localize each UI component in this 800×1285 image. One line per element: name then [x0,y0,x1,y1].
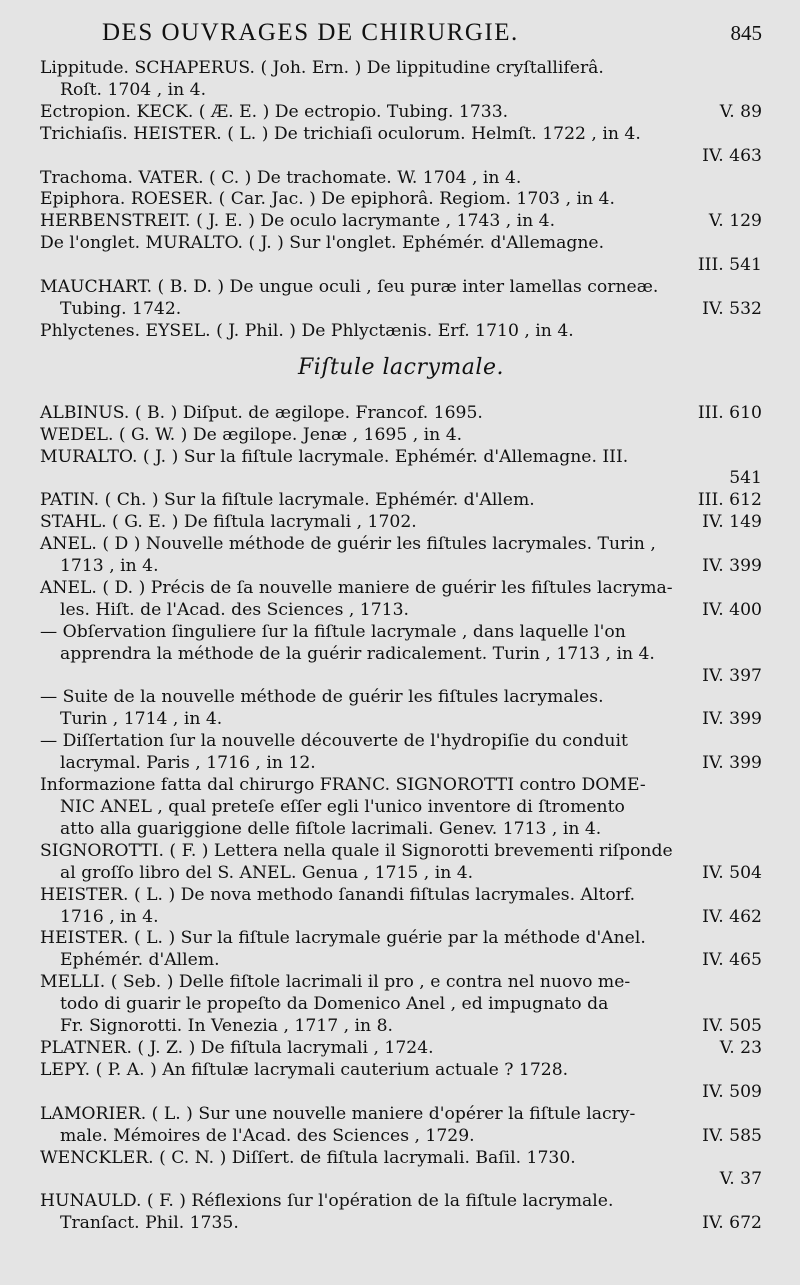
entry-line [40,534,762,556]
entry-line [40,124,762,146]
entry-text: male. Mémoires de l'Acad. des Sciences , 1729. [60,1125,475,1146]
entry-text: Ectropion. KECK. ( Æ. E. ) De ectropio. Tubing. 1733. [40,101,509,122]
entry-text: PATIN. ( Ch. ) Sur la fiſtule lacrymale. Ephémér. d'Allem. [40,490,535,511]
bibliography-entry [40,534,762,578]
bibliography-entry [40,102,762,124]
entry-line [40,512,762,534]
volume-page-reference: V. 37 [719,1169,762,1190]
entry-text: Roſt. 1704 , in 4. [60,79,207,100]
entry-text: STAHL. ( G. E. ) De fiſtula lacrymali , 1702. [40,512,417,533]
entry-text: HERBENSTREIT. ( J. E. ) De oculo lacrymante , 1743 , in 4. [40,211,556,232]
bibliography-entry [40,425,762,447]
entry-line [40,299,762,321]
entry-text: apprendra la méthode de la guérir radicalement. Turin , 1713 , in 4. [60,643,655,664]
entry-text: NIC ANEL , qual preteſe eſſer egli l'unico inventore di ſtromento [60,797,625,817]
bibliography-entry [40,512,762,534]
entry-line [40,1060,762,1082]
entry-text: 1713 , in 4. [60,556,159,577]
volume-page-reference: IV. 532 [702,298,762,319]
volume-page-reference: III. 612 [697,490,762,511]
bibliography-entry [40,58,762,102]
volume-page-reference: III. 610 [697,402,762,423]
volume-page-reference: IV. 505 [702,1016,762,1037]
volume-page-reference: IV. 504 [702,862,762,883]
entry-text: — Diſſertation ſur la nouvelle découverte de l'hydropiſie du conduit [40,731,628,752]
volume-page-reference: V. 89 [719,101,762,122]
volume-page-reference: IV. 465 [702,950,762,971]
entry-line [40,731,762,753]
entry-text: Trichiaſis. HEISTER. ( L. ) De trichiaſi oculorum. Helmſt. 1722 , in 4. [40,123,641,144]
entry-line [40,644,762,666]
volume-page-reference: 541 [729,468,762,489]
volume-page-reference: IV. 672 [702,1213,762,1234]
entry-text: al groſſo libro del S. ANEL. Genua , 1715 , in 4. [60,862,474,883]
entry-text: ANEL. ( D ) Nouvelle méthode de guérir les fiſtules lacrymales. Turin , [40,534,656,555]
entry-text: HUNAULD. ( F. ) Réflexions ſur l'opération de la fiſtule lacrymale. [40,1191,614,1212]
entry-line [40,102,762,124]
entry-text: SIGNOROTTI. ( F. ) Lettera nella quale il Signorotti brevementi riſponde [40,840,673,861]
bibliography-entry [40,1148,762,1192]
bibliography-entry [40,1060,762,1104]
entry-text: Tranſact. Phil. 1735. [60,1213,239,1234]
entry-line [40,578,762,600]
volume-page-reference: IV. 397 [702,665,762,686]
entry-line [40,1104,762,1126]
bibliography-entry [40,731,762,775]
bibliography-entry [40,168,762,190]
entry-line [40,233,762,255]
entry-text: Informazione fatta dal chirurgo FRANC. SIGNOROTTI contro DOME- [40,775,646,796]
entry-line [40,972,762,994]
bibliography-entry [40,211,762,233]
bibliography-entry [40,124,762,168]
volume-page-reference: IV. 399 [702,753,762,774]
entry-line [40,885,762,907]
entry-text: les. Hiſt. de l'Acad. des Sciences , 1713. [60,599,409,620]
entry-text: Trachoma. VATER. ( C. ) De trachomate. W. 1704 , in 4. [40,167,522,188]
volume-page-reference: IV. 399 [702,556,762,577]
bibliography-entry [40,403,762,425]
volume-page-reference: IV. 585 [702,1125,762,1146]
entry-text: HEISTER. ( L. ) Sur la fiſtule lacrymale guérie par la méthode d'Anel. [40,928,646,949]
entry-text: Turin , 1714 , in 4. [60,709,223,730]
entry-line [40,775,762,797]
volume-page-reference: IV. 400 [702,599,762,620]
entry-text: MELLI. ( Seb. ) Delle fiſtole lacrimali il pro , e contra nel nuovo me- [40,972,631,993]
entry-text: Epiphora. ROESER. ( Car. Jac. ) De epiphorâ. Regiom. 1703 , in 4. [40,189,615,210]
entry-text: WEDEL. ( G. W. ) De ægilope. Jenæ , 1695 , in 4. [40,424,463,445]
entry-text: MAUCHART. ( B. D. ) De ungue oculi , ſeu puræ inter lamellas corneæ. [40,277,659,298]
bibliography-entry [40,885,762,929]
entry-line [40,950,762,972]
entry-line [40,447,762,469]
bibliography-entry [40,928,762,972]
entry-text: MURALTO. ( J. ) Sur la fiſtule lacrymale. Ephémér. d'Allemagne. III. [40,446,629,467]
entry-line [40,277,762,299]
volume-page-reference: IV. 149 [702,512,762,533]
entry-line [40,468,762,490]
entry-text: LAMORIER. ( L. ) Sur une nouvelle maniere d'opérer la fiſtule lacry- [40,1103,636,1124]
volume-page-reference: IV. 399 [702,709,762,730]
bibliography-entry [40,775,762,841]
volume-page-reference: IV. 462 [702,906,762,927]
entry-line [40,907,762,929]
entry-line [40,1038,762,1060]
bibliography-entry [40,189,762,211]
entry-line [40,863,762,885]
volume-page-reference: V. 23 [719,1037,762,1058]
entry-line [40,841,762,863]
bibliography-entry [40,233,762,277]
page-number: 845 [730,21,762,45]
entry-text: HEISTER. ( L. ) De nova methodo ſanandi fiſtulas lacrymales. Altorf. [40,884,636,905]
section-title: Fiſtule lacrymale. [298,354,504,380]
bibliography-entry [40,622,762,688]
entry-line [40,1082,762,1104]
entry-line [40,1191,762,1213]
entry-line [40,211,762,233]
bibliography-entry [40,447,762,491]
entry-line [40,168,762,190]
entry-line [40,556,762,578]
entry-line [40,403,762,425]
entry-line [40,1148,762,1170]
entry-line [40,1126,762,1148]
entry-line [40,994,762,1016]
entry-text: Phlyctenes. EYSEL. ( J. Phil. ) De Phlyctænis. Erf. 1710 , in 4. [40,320,574,341]
bibliography-entry [40,1104,762,1148]
entry-text: WENCKLER. ( C. N. ) Diſſert. de fiſtula lacrymali. Baſil. 1730. [40,1147,576,1168]
bibliography-entry [40,972,762,1038]
entry-line [40,321,762,343]
entry-line [40,1213,762,1235]
entry-text: De l'onglet. MURALTO. ( J. ) Sur l'onglet. Ephémér. d'Allemagne. [40,233,605,254]
entry-text: — Obſervation ſinguliere ſur la fiſtule lacrymale , dans laquelle l'on [40,621,626,642]
entry-line [40,146,762,168]
entry-text: 1716 , in 4. [60,906,159,927]
entry-line [40,189,762,211]
entry-line [40,58,762,80]
entry-line [40,666,762,688]
entry-text: todo di guarir le propeſto da Domenico Anel , ed impugnato da [60,994,609,1015]
entry-text: lacrymal. Paris , 1716 , in 12. [60,753,316,774]
entry-line [40,600,762,622]
bibliography-entry [40,841,762,885]
volume-page-reference: IV. 509 [702,1081,762,1102]
entry-line [40,753,762,775]
volume-page-reference: V. 129 [708,211,762,232]
entry-line [40,255,762,277]
bibliography-entry [40,490,762,512]
entry-list-fistule [40,403,762,1235]
bibliography-entry [40,1191,762,1235]
entry-text: LEPY. ( P. A. ) An fiſtulæ lacrymali cauterium actuale ? 1728. [40,1059,569,1080]
entry-text: Ephémér. d'Allem. [60,950,220,971]
entry-text: ALBINUS. ( B. ) Diſput. de ægilope. Francof. 1695. [40,402,483,423]
bibliography-entry [40,578,762,622]
entry-text: atto alla guariggione delle fiſtole lacrimali. Genev. 1713 , in 4. [60,818,602,839]
volume-page-reference: IV. 463 [702,145,762,166]
entry-text: ANEL. ( D. ) Précis de ſa nouvelle maniere de guérir les fiſtules lacryma- [40,577,673,598]
bibliography-entry [40,687,762,731]
entry-line [40,80,762,102]
bibliography-entry [40,321,762,343]
entry-line [40,797,762,819]
entry-text: PLATNER. ( J. Z. ) De fiſtula lacrymali , 1724. [40,1037,434,1058]
entry-text: Fr. Signorotti. In Venezia , 1717 , in 8. [60,1016,393,1037]
entry-line [40,1016,762,1038]
entry-line [40,490,762,512]
entry-line [40,687,762,709]
entry-line [40,709,762,731]
running-title: DES OUVRAGES DE CHIRURGIE. [102,19,519,46]
entry-list-top [40,58,762,343]
entry-line [40,819,762,841]
entry-line [40,928,762,950]
entry-text: — Suite de la nouvelle méthode de guérir les fiſtules lacrymales. [40,687,604,708]
entry-text: Lippitude. SCHAPERUS. ( Joh. Ern. ) De lippitudine cryſtalliferâ. [40,58,604,78]
entry-line [40,425,762,447]
entry-text: Tubing. 1742. [60,298,182,319]
bibliography-entry [40,1038,762,1060]
bibliography-entry [40,277,762,321]
running-header [40,19,762,58]
entry-line [40,622,762,644]
volume-page-reference: III. 541 [697,255,762,276]
entry-line [40,1169,762,1191]
